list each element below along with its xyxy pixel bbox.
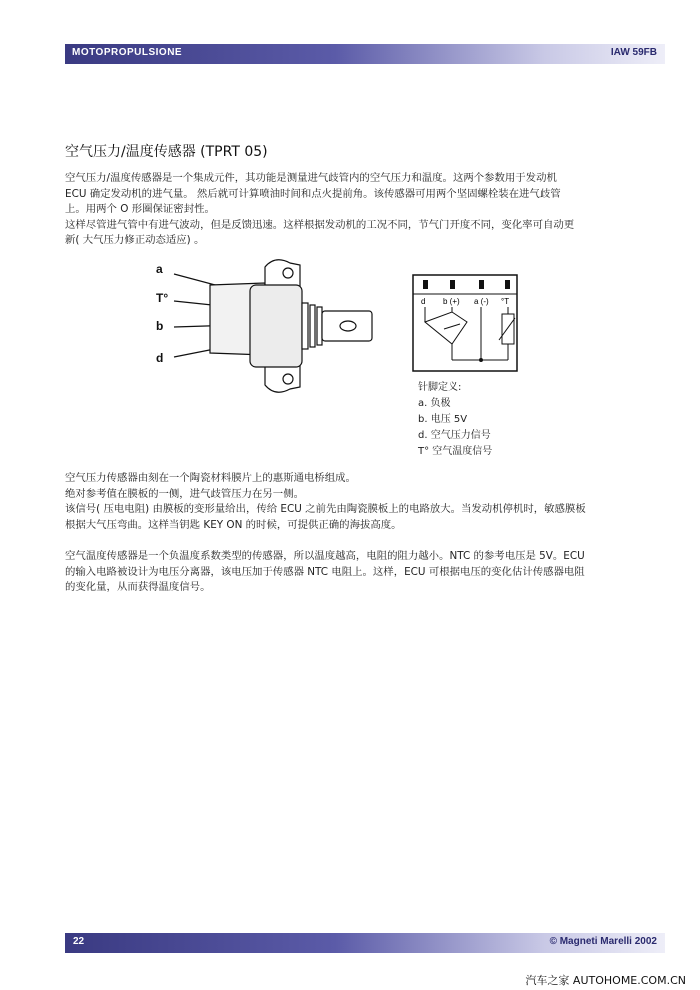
intro-paragraph [65,171,637,249]
rib [310,305,315,347]
pin-terminal [450,280,455,289]
header-model: IAW 59FB [610,47,657,58]
text-line: 空气温度传感器是一个负温度系数类型的传感器，所以温度越高，电阻的阻力越小。NTC 的参考电压是 5V。ECU [65,550,585,562]
text-line: 该信号( 压电电阻) 由膜板的变形量给出，传给 ECU 之前先由陶瓷膜板上的电路放大。当发动机停机时，敏感膜板 [65,503,586,515]
text-line: 绝对参考值在膜板的一侧，进气歧管压力在另一侧。 [65,487,304,500]
rib [317,307,322,345]
text-line: 新( 大气压力修正动态适应) 。 [65,234,205,246]
pin-label-d: d [421,297,426,306]
sensor-label-a: a [156,262,163,276]
header-bar [65,44,665,64]
pin-label-t: °T [501,297,510,306]
sensor-label-d: d [156,351,164,365]
text-line: 上。用两个 O 形圈保证密封性。 [65,203,215,215]
temperature-sensor-paragraph [65,549,637,596]
text-line: 空气压力/温度传感器是一个集成元件，其功能是测量进气歧管内的空气压力和温度。这两个参数用于发动机 [65,172,557,184]
pin-terminal [479,280,484,289]
junction-dot [479,358,483,362]
circuit-box [413,275,517,371]
pin-label-a: a (-) [474,297,489,306]
text-line: ECU 确定发动机的进气量。 然后就可计算喷油时间和点火提前角。该传感器可用两个坚固螺栓装在进气歧管 [65,187,561,200]
text-line: 根据大气压弯曲。这样当钥匙 KEY ON 的时候，可提供正确的海拔高度。 [65,518,402,531]
probe-port [340,321,356,331]
sensor-label-t: T° [156,291,169,305]
pin-terminal [423,280,428,289]
copyright: © Magneti Marelli 2002 [549,936,657,947]
text-line: 的输入电路被设计为电压分离器，该电压加于传感器 NTC 电阻上。这样，ECU 可根据电压的变化估计传感器电阻 [65,565,585,578]
pin-definitions [418,380,492,460]
rib [302,303,308,349]
text-line: 的变化量，从而获得温度信号。 [65,581,211,593]
page-title: 空气压力/温度传感器 (TPRT 05) [65,144,268,160]
mount-hole-bottom [283,374,293,384]
pin-definition-item: T° 空气温度信号 [418,446,493,457]
pin-label-b: b (+) [443,297,460,306]
pin-definition-item: b. 电压 5V [418,414,468,425]
pressure-sensor-paragraph [65,471,637,533]
mount-hole-top [283,268,293,278]
header-section-title: MOTOPROPULSIONE [72,47,183,58]
sensor-housing [250,285,302,367]
pin-definitions-title: 针脚定义: [418,382,462,393]
circuit-diagram [412,274,518,372]
footer-bar [65,933,665,953]
sensor-illustration [150,255,385,400]
site-watermark: 汽车之家 AUTOHOME.COM.CN [525,974,686,987]
sensor-label-b: b [156,319,164,333]
pin-definition-item: a. 负极 [418,398,451,409]
pin-definition-item: d. 空气压力信号 [418,430,491,441]
page-number: 22 [73,936,85,947]
pin-terminal [505,280,510,289]
text-line: 这样尽管进气管中有进气波动，但是反馈迅速。这样根据发动机的工况不同，节气门开度不同，变化率可自动更 [65,218,575,231]
sensor-drawing [150,255,385,400]
text-line: 空气压力传感器由刻在一个陶瓷材料膜片上的惠斯通电桥组成。 [65,472,356,484]
